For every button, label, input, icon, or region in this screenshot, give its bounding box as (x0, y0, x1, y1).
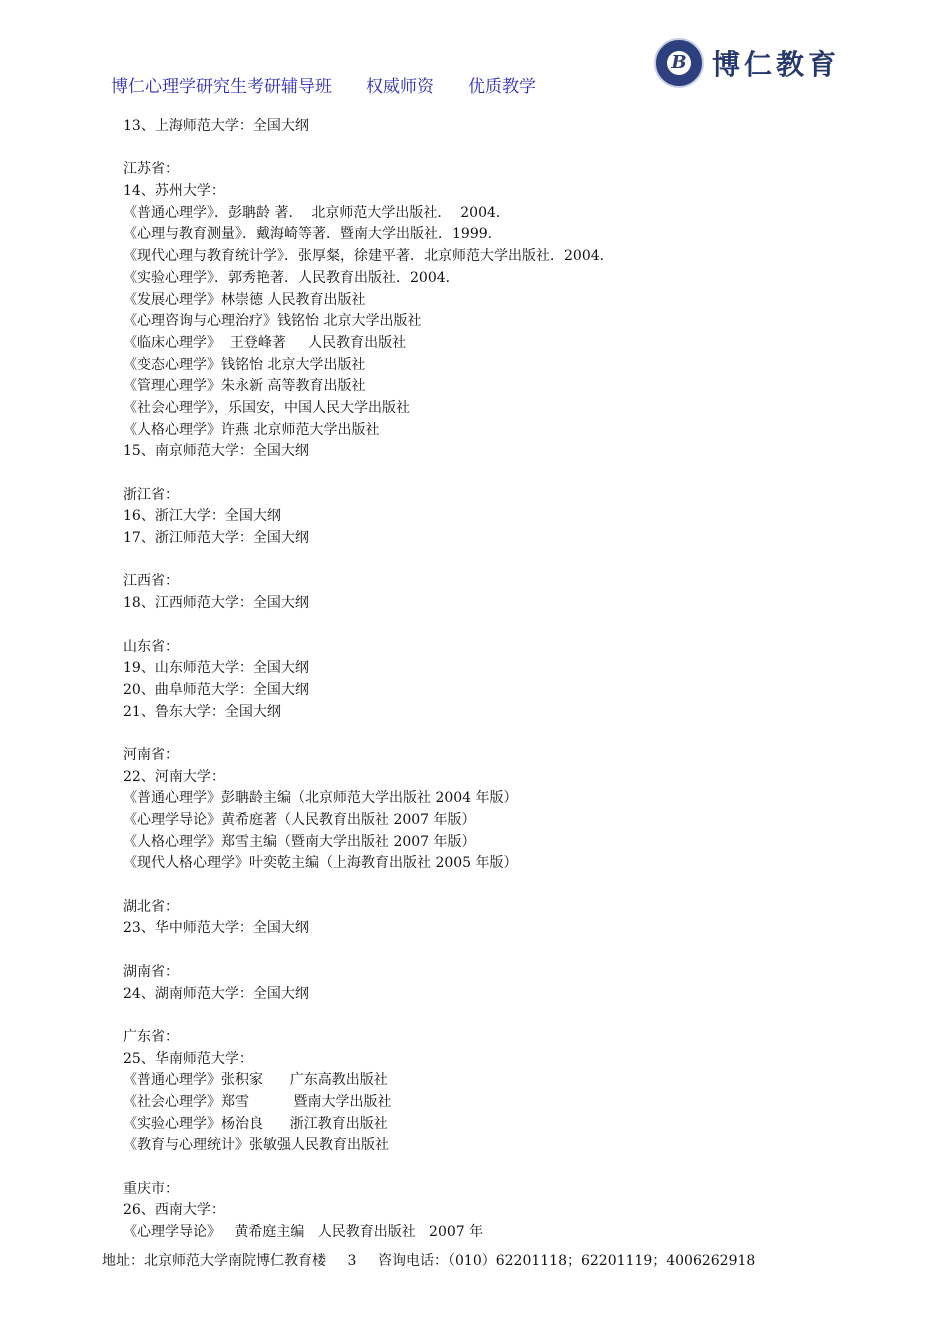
text-line: 《教育与心理统计》张敏强人民教育出版社 (123, 1137, 389, 1154)
text-line: 《心理与教育测量》．戴海崎等著．暨南大学出版社．1999． (123, 226, 502, 243)
text-line: 21、鲁东大学：全国大纲 (123, 703, 281, 720)
header-title: 博仁心理学研究生考研辅导班 (111, 77, 332, 97)
text-line: 《现代心理与教育统计学》．张厚粲，徐建平著．北京师范大学出版社．2004． (123, 248, 614, 265)
text-line: 《实验心理学》杨治良 浙江教育出版社 (123, 1115, 388, 1132)
text-line: 20、曲阜师范大学：全国大纲 (123, 681, 309, 698)
footer-contact: 咨询电话：（010）62201118；62201119；4006262918 (378, 1253, 756, 1269)
text-line: 14、苏州大学： (123, 183, 225, 200)
text-line: 13、上海师范大学：全国大纲 (123, 118, 309, 134)
footer-address: 地址：北京师范大学南院博仁教育楼 (102, 1253, 326, 1269)
text-line: 湖南省： (123, 963, 179, 980)
text-line: 15、南京师范大学：全国大纲 (123, 443, 309, 460)
text-line: 河南省： (123, 746, 179, 763)
text-line: 《社会心理学》郑雪 暨南大学出版社 (123, 1093, 392, 1110)
text-line: 《社会心理学》，乐国安，中国人民大学出版社 (123, 399, 410, 416)
text-line: 《现代人格心理学》叶奕乾主编（上海教育出版社 2005 年版） (123, 855, 518, 872)
text-line: 《发展心理学》林崇德 人民教育出版社 (123, 291, 366, 308)
text-line: 湖北省： (123, 898, 179, 915)
text-line: 23、华中师范大学：全国大纲 (123, 920, 309, 937)
text-line: 《心理咨询与心理治疗》钱铭怡 北京大学出版社 (123, 313, 422, 330)
blank-line (123, 940, 883, 962)
header-slogan (111, 72, 570, 97)
blank-line (123, 550, 883, 572)
text-line: 《人格心理学》郑雪主编（暨南大学出版社 2007 年版） (123, 833, 476, 850)
blank-line (123, 723, 883, 745)
blank-line (123, 138, 883, 160)
text-line: 《普通心理学》张积家 广东高教出版社 (123, 1072, 388, 1089)
text-line: 24、湖南师范大学：全国大纲 (123, 985, 309, 1002)
blank-line (123, 1157, 883, 1179)
text-line: 《普通心理学》．彭聃龄 著． 北京师范大学出版社． 2004． (123, 204, 510, 221)
text-line: 18、江西师范大学：全国大纲 (123, 595, 309, 612)
text-line: 江西省： (123, 573, 179, 590)
blank-line (123, 875, 883, 897)
header-tag-teachers: 权威师资 (366, 77, 434, 97)
blank-line (123, 615, 883, 637)
text-line: 重庆市： (123, 1180, 179, 1197)
text-line: 25、华南师范大学： (123, 1050, 253, 1067)
text-line: 22、河南大学： (123, 768, 225, 785)
text-line: 16、浙江大学：全国大纲 (123, 508, 281, 525)
text-line: 26、西南大学： (123, 1202, 225, 1219)
text-line: 《管理心理学》朱永新 高等教育出版社 (123, 378, 366, 395)
blank-line (123, 1005, 883, 1027)
logo (654, 38, 840, 88)
text-line: 《实验心理学》．郭秀艳著．人民教育出版社．2004． (123, 269, 460, 286)
header-tag-teaching: 优质教学 (468, 77, 536, 97)
text-line: 《心理学导论》 黄希庭主编 人民教育出版社 2007 年 (123, 1224, 484, 1241)
page-footer (102, 1250, 755, 1270)
blank-line (123, 463, 883, 485)
text-line: 山东省： (123, 638, 179, 655)
text-line: 《人格心理学》许燕 北京师范大学出版社 (123, 421, 380, 438)
text-line: 19、山东师范大学：全国大纲 (123, 660, 309, 677)
text-line: 《临床心理学》 王登峰著 人民教育出版社 (123, 334, 407, 351)
text-line: 17、浙江师范大学：全国大纲 (123, 530, 309, 547)
text-line: 《普通心理学》彭聃龄主编（北京师范大学出版社 2004 年版） (123, 790, 518, 807)
text-line: 浙江省： (123, 486, 179, 503)
page-header (0, 0, 950, 110)
logo-name: 博仁教育 (712, 48, 841, 81)
text-line: 江苏省： (123, 161, 179, 178)
text-line: 《心理学导论》黄希庭著（人民教育出版社 2007 年版） (123, 812, 476, 828)
document-body (123, 116, 883, 1244)
text-line: 《变态心理学》钱铭怡 北京大学出版社 (123, 356, 366, 373)
page-number: 3 (347, 1253, 357, 1269)
text-line: 广东省： (123, 1028, 179, 1045)
logo-seal-icon: B (654, 38, 704, 88)
